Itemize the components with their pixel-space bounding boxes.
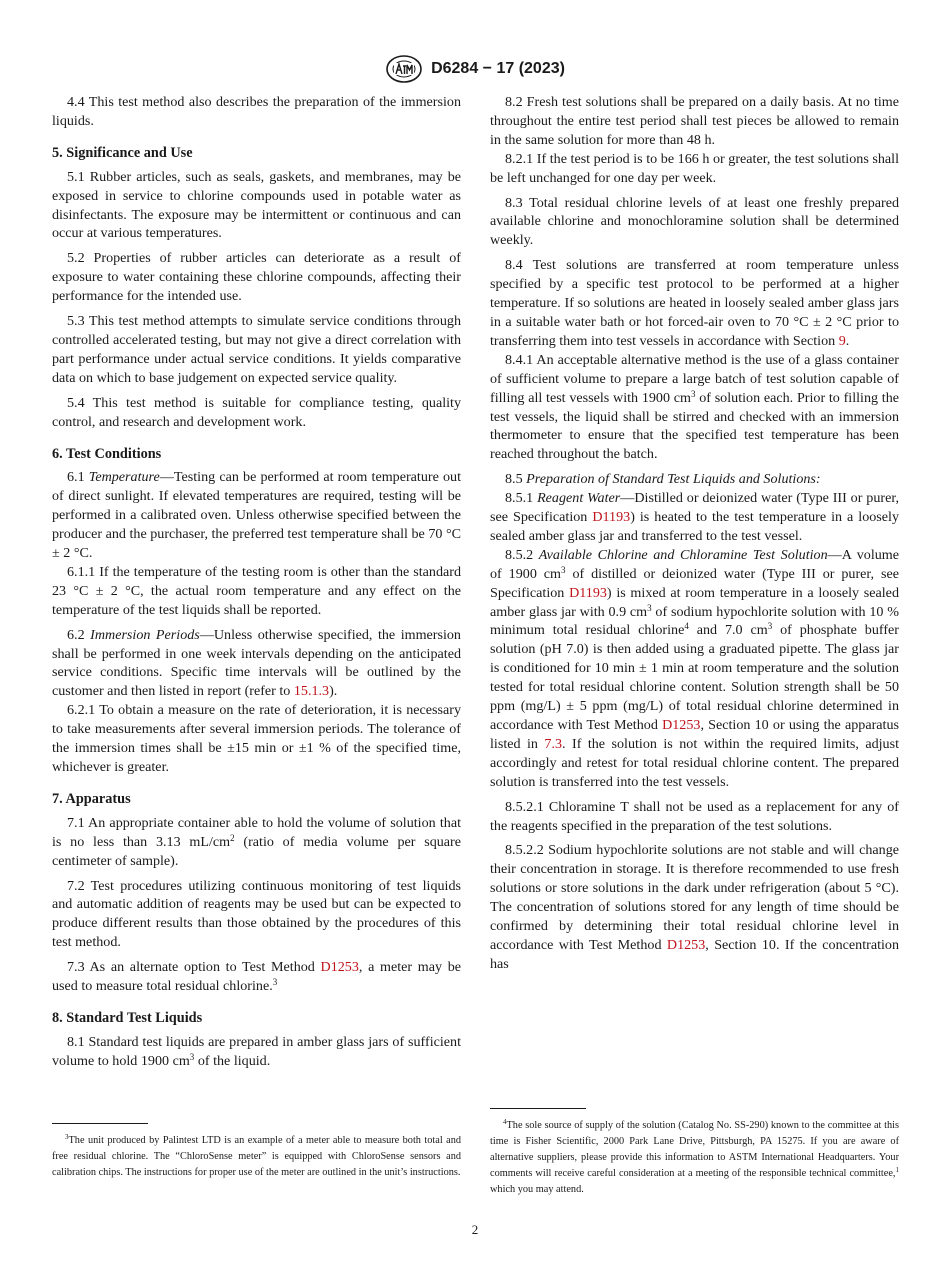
link-d1193[interactable]: D1193	[569, 584, 607, 601]
astm-logo-icon	[385, 54, 423, 84]
footnote-ref-4: 4	[684, 621, 689, 632]
term-immersion-periods: Immersion Periods	[90, 626, 200, 643]
term-chloramine-solution: Available Chlorine and Chloramine Test Solution	[538, 546, 828, 563]
paragraph-6-2-1: 6.2.1 To obtain a measure on the rate of deterioration, it is necessary to take measurements after several immersion periods. The tolerance of the immersion times shall be ±15 min or ±1 % of the specified time, whichever is greater.	[52, 702, 461, 775]
term-temperature: Temperature	[88, 469, 160, 486]
paragraph-6-1: 6.1 Temperature—Testing can be performed at room temperature out of direct sunlight. If elevated temperatures are required, testing will be performed in a calibrated oven. Unless otherwise specified between the producer and the purchaser, the preferred test temperature shall be 70 °C ± 2 °C.	[52, 469, 461, 562]
page-number: 2	[471, 1222, 479, 1237]
paragraph-7-1: 7.1 An appropriate container able to hold the volume of solution that is no less than 3.13 $mL/cm^2$ (ratio of media volume per square centimeter of sample).	[52, 814, 461, 869]
link-d1253[interactable]: D1253	[666, 936, 706, 953]
page-header	[0, 54, 950, 84]
paragraph-5-2: 5.2 Properties of rubber articles can deteriorate as a result of exposure to water containing these chlorine compounds, affecting their performance for the intended use.	[52, 250, 461, 305]
paragraph-8-5: 8.5 Preparation of Standard Test Liquids and Solutions:	[505, 471, 821, 488]
footnote-rule-right	[490, 1108, 586, 1109]
paragraph-5-4: 5.4 This test method is suitable for compliance testing, quality control, and research and development work.	[52, 394, 461, 430]
paragraph-8-5-2-2: 8.5.2.2 Sodium hypochlorite solutions are not stable and will change their concentration in storage. It is therefore recommended to use fresh solutions or store solutions in the dark under refrigeration (about 5 °C). The concentration of solutions stored for any length of time should be confirmed by determining their total residual chlorine level in accordance with Test Method D1253, Section 10. If the concentration has	[490, 842, 899, 972]
paragraph-8-2-1: 8.2.1 If the test period is to be 166 h or greater, the test solutions shall be left unchanged for one day per week.	[490, 150, 899, 186]
term-preparation: Preparation of Standard Test Liquids and Solutions:	[526, 471, 821, 488]
paragraph-5-1: 5.1 Rubber articles, such as seals, gaskets, and membranes, may be exposed in service to chlorine compounds used in potable water as disinfectants. The exposure may be intermittent or continuous and can occur at various temperatures.	[52, 168, 461, 242]
link-15-1-3[interactable]: 15.1.3	[293, 683, 330, 700]
paragraph-6-2: 6.2 Immersion Periods—Unless otherwise specified, the immersion shall be performed in one week intervals depending on the anticipated service conditions. Specific time intervals will be outlined by the customer and then listed in report (refer to 15.1.3).	[52, 626, 461, 700]
paragraph-8-4-1: 8.4.1 An acceptable alternative method is the use of a glass container of sufficient volume to prepare a large batch of test solution capable of filling all test vessels with 1900 $cm^3$ of solution each. Prior to filling the test vessels, the liquid shall be stirred and checked with an immersion thermometer to ensure that the specified test temperature has been reached throughout the batch.	[490, 351, 899, 463]
link-section-9[interactable]: 9	[838, 332, 846, 349]
paragraph-8-5-1: 8.5.1 Reagent Water—Distilled or deionized water (Type III or purer, see Specification D1193) is heated to the test temperature in a loosely sealed amber glass jar and transferred to the test vessel.	[490, 490, 899, 544]
paragraph-8-5-2-1: 8.5.2.1 Chloramine T shall not be used as a replacement for any of the reagents specified in the preparation of the test solutions.	[490, 798, 899, 834]
paragraph-8-4: 8.4 Test solutions are transferred at room temperature unless specified by a specific test protocol to be performed at a higher temperature. If so solutions are heated in loosely sealed amber glass jars in a suitable water bath or hot forced-air oven to 70 °C ± 2 °C prior to transferring them into test vessels in accordance with Section 9.	[490, 257, 899, 349]
term-reagent-water: Reagent Water	[537, 490, 621, 507]
section-heading-8: 8. Standard Test Liquids	[52, 1009, 203, 1026]
left-column	[52, 93, 461, 1077]
paragraph-4-4: 4.4 This test method also describes the preparation of the immersion liquids.	[52, 94, 461, 129]
paragraph-8-5-2: 8.5.2 Available Chlorine and Chloramine Test Solution—A volume of 1900 $cm^3$ of distilled or deionized water (Type III or purer, see Specification D1193) is mixed at room temperature in a loosely sealed amber glass jar with 0.9 $cm^3$ of sodium hypochlorite solution with 10 % minimum total residual chlorine$^4$ and 7.0 $cm^3$ of phosphate buffer solution (pH 7.0) is then added using a graduated pipette. The glass jar is conditioned for 10 min ± 1 min at room temperature and the solution tested for total residual chlorine content. Solution strength shall be 50 ppm (mg/L) ± 5 ppm (mg/L) of total residual chlorine determined in accordance with Test Method D1253, Section 10 or using the apparatus listed in 7.3. If the solution is not within the required limits, adjust accordingly and retest for total residual chlorine content. The prepared solution is transferred into the test vessels.	[490, 546, 899, 790]
section-heading-7: 7. Apparatus	[52, 790, 131, 807]
paragraph-5-3: 5.3 This test method attempts to simulate service conditions through controlled accelerated testing, but may not give a direct correlation with part performance under actual service conditions. It yields comparative data on which to base judgement on expected service quality.	[52, 313, 461, 386]
section-heading-5: 5. Significance and Use	[52, 144, 193, 161]
footnote-4: $^4$The sole source of supply of the solution (Catalog No. SS-290) known to the committee at this time is Fisher Scientific, 2000 Park Lane Drive, Pittsburgh, PA 15275. If you are aware of alternative suppliers, please provide this information to ASTM International Headquarters. Your comments will receive careful consideration at a meeting of the responsible technical committee,$^1$ which you may attend.	[490, 1118, 899, 1195]
link-7-3[interactable]: 7.3	[544, 735, 563, 752]
document-designation: D6284 − 17 (2023)	[431, 60, 565, 77]
paragraph-8-3: 8.3 Total residual chlorine levels of at least one freshly prepared available chlorine and monochloramine solution shall be determined weekly.	[490, 194, 899, 249]
paragraph-7-3: 7.3 As an alternate option to Test Method D1253, a meter may be used to measure total residual chlorine.$^3$	[52, 959, 461, 995]
paragraph-7-2: 7.2 Test procedures utilizing continuous monitoring of test liquids and automatic addition of reagents may be used but can be expected to produce different results than those obtained by the procedures of this test method.	[52, 877, 461, 951]
paragraph-8-2: 8.2 Fresh test solutions shall be prepared on a daily basis. At no time throughout the entire test period shall test pieces be allowed to remain in the same solution for more than 48 h.	[490, 94, 899, 148]
paragraph-6-1-1: 6.1.1 If the temperature of the testing room is other than the standard 23 °C ± 2 °C, the actual room temperature and any effect on the temperature of the test liquids shall be reported.	[52, 563, 461, 618]
footnote-rule-left	[52, 1123, 148, 1124]
footnote-ref-3: 3	[272, 977, 278, 988]
link-d1253[interactable]: D1253	[320, 959, 359, 976]
paragraph-8-1: 8.1 Standard test liquids are prepared in amber glass jars of sufficient volume to hold 1900 $cm^3$ of the liquid.	[52, 1033, 461, 1069]
link-d1193[interactable]: D1193	[592, 509, 631, 526]
right-column	[490, 93, 899, 980]
link-d1253[interactable]: D1253	[662, 717, 701, 733]
section-heading-6: 6. Test Conditions	[52, 445, 162, 462]
footnote-3: $^3$The unit produced by Palintest LTD is an example of a meter able to measure both total and free residual chlorine. The “ChloroSense meter” is equipped with ChloroSense sensors and calibration chips. The instructions for proper use of the meter are outlined in the unit’s instructions.	[52, 1133, 461, 1178]
